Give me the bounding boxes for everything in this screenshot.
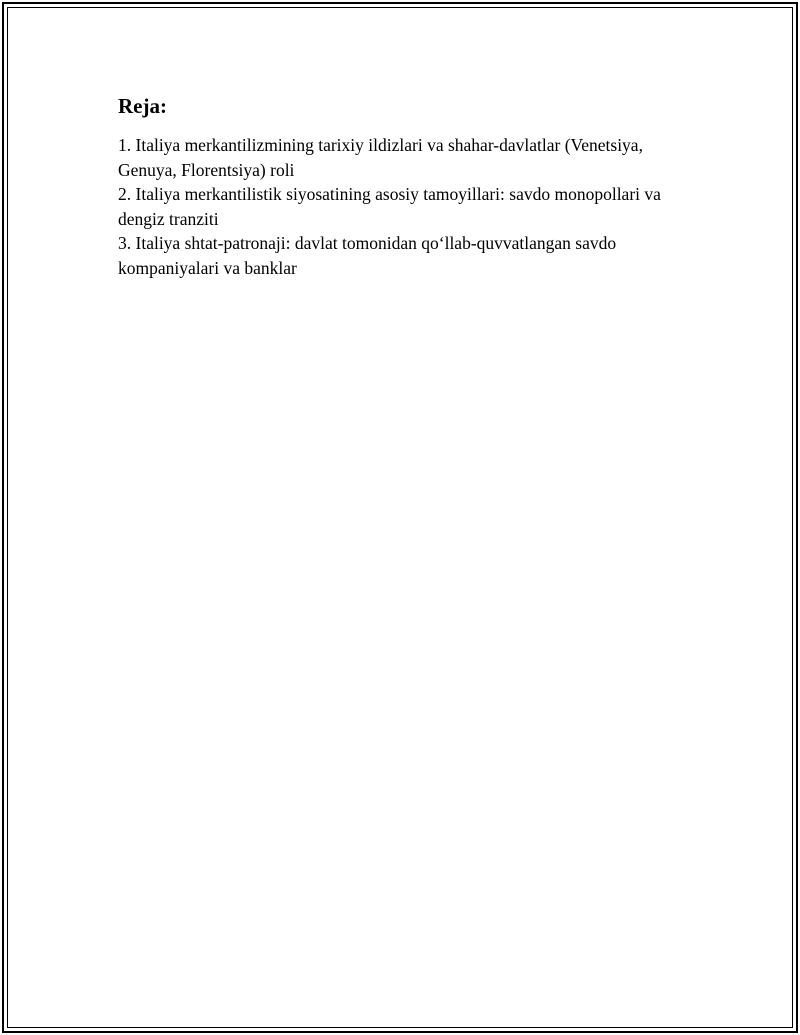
plan-list (118, 133, 688, 280)
plan-item-2: 2. Italiya merkantilistik siyosatining asosiy tamoyillari: savdo monopollari va dengiz tranziti (118, 184, 661, 229)
document-content (118, 92, 688, 280)
plan-heading: Reja: (118, 94, 167, 118)
plan-item-1: 1. Italiya merkantilizmining tarixiy ildizlari va shahar-davlatlar (Venetsiya, Genuya, Florentsiya) roli (118, 135, 643, 180)
plan-item-3: 3. Italiya shtat-patronaji: davlat tomonidan qo‘llab-quvvatlangan savdo kompaniyalari va banklar (118, 233, 617, 278)
